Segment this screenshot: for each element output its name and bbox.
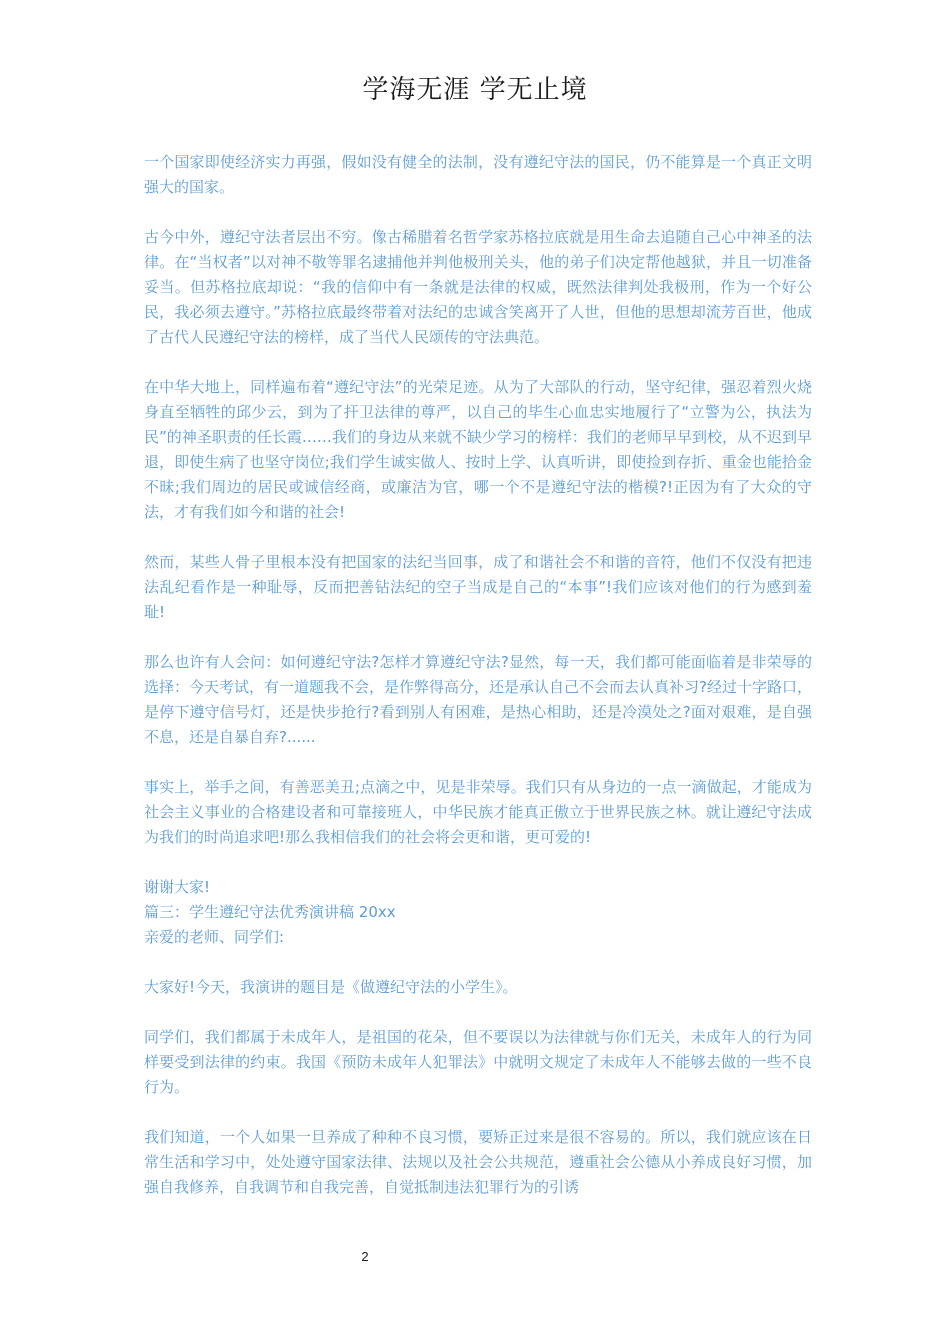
paragraph: 古今中外，遵纪守法者层出不穷。像古稀腊着名哲学家苏格拉底就是用生命去追随自己心中神圣的法律。在“当权者”以对神不敬等罪名逮捕他并判他极刑关头，他的弟子们决定帮他越狱，并且一切准备妥当。但苏格拉底却说：“我的信仰中有一条就是法律的权威，既然法律判处我极刑，作为一个好公民，我必须去遵守。”苏格拉底最终带着对法纪的忠诚含笑离开了人世，但他的思想却流芳百世，他成了古代人民遵纪守法的榜样，成了当代人民颂传的守法典范。 bbox=[144, 228, 812, 346]
paragraph: 一个国家即使经济实力再强，假如没有健全的法制，没有遵纪守法的国民，仍不能算是一个真正文明强大的国家。 bbox=[144, 153, 812, 196]
page-number: 2 bbox=[361, 1249, 369, 1264]
document-body bbox=[144, 150, 812, 1225]
paragraph: 然而，某些人骨子里根本没有把国家的法纪当回事，成了和谐社会不和谐的音符，他们不仅没有把违法乱纪看作是一种耻辱，反而把善钻法纪的空子当成是自己的“本事”!我们应该对他们的行为感到羞耻! bbox=[144, 553, 812, 621]
page-header-title: 学海无涯 学无止境 bbox=[362, 75, 588, 105]
paragraph: 大家好!今天，我演讲的题目是《做遵纪守法的小学生》。 bbox=[144, 978, 518, 996]
paragraph: 那么也许有人会问：如何遵纪守法?怎样才算遵纪守法?显然，每一天，我们都可能面临着是非荣辱的选择：今天考试，有一道题我不会，是作弊得高分，还是承认自己不会而去认真补习?经过十字路口，是停下遵守信号灯，还是快步抢行?看到别人有困难，是热心相助，还是冷漠处之?面对艰难，是自强不息，还是自暴自弃?...... bbox=[144, 653, 812, 746]
section-heading: 篇三：学生遵纪守法优秀演讲稿 20xx bbox=[144, 903, 396, 921]
paragraph: 我们知道，一个人如果一旦养成了种种不良习惯，要矫正过来是很不容易的。所以，我们就应该在日常生活和学习中，处处遵守国家法律、法规以及社会公共规范，遵重社会公德从小养成良好习惯，加强自我修养，自我调节和自我完善，自觉抵制违法犯罪行为的引诱 bbox=[144, 1128, 812, 1196]
paragraph: 在中华大地上，同样遍布着“遵纪守法”的光荣足迹。从为了大部队的行动，坚守纪律，强忍着烈火烧身直至牺牲的邱少云，到为了扞卫法律的尊严，以自己的毕生心血忠实地履行了“立警为公，执法为民”的神圣职责的任长霞……我们的身边从来就不缺少学习的榜样：我们的老师早早到校，从不迟到早退，即使生病了也坚守岗位;我们学生诚实做人、按时上学、认真听讲，即使捡到存折、重金也能拾金不昧;我们周边的居民或诚信经商，或廉洁为官，哪一个不是遵纪守法的楷模?!正因为有了大众的守法，才有我们如今和谐的社会! bbox=[144, 378, 812, 521]
paragraph: 同学们，我们都属于未成年人，是祖国的花朵，但不要误以为法律就与你们无关，未成年人的行为同样要受到法律的约束。我国《预防未成年人犯罪法》中就明文规定了未成年人不能够去做的一些不良行为。 bbox=[144, 1028, 812, 1096]
closing-line: 谢谢大家! bbox=[144, 878, 211, 896]
paragraph: 事实上，举手之间，有善恶美丑;点滴之中，见是非荣辱。我们只有从身边的一点一滴做起，才能成为社会主义事业的合格建设者和可靠接班人，中华民族才能真正傲立于世界民族之林。就让遵纪守法成为我们的时尚追求吧!那么我相信我们的社会将会更和谐，更可爱的! bbox=[144, 778, 812, 846]
salutation: 亲爱的老师、同学们: bbox=[144, 928, 285, 946]
